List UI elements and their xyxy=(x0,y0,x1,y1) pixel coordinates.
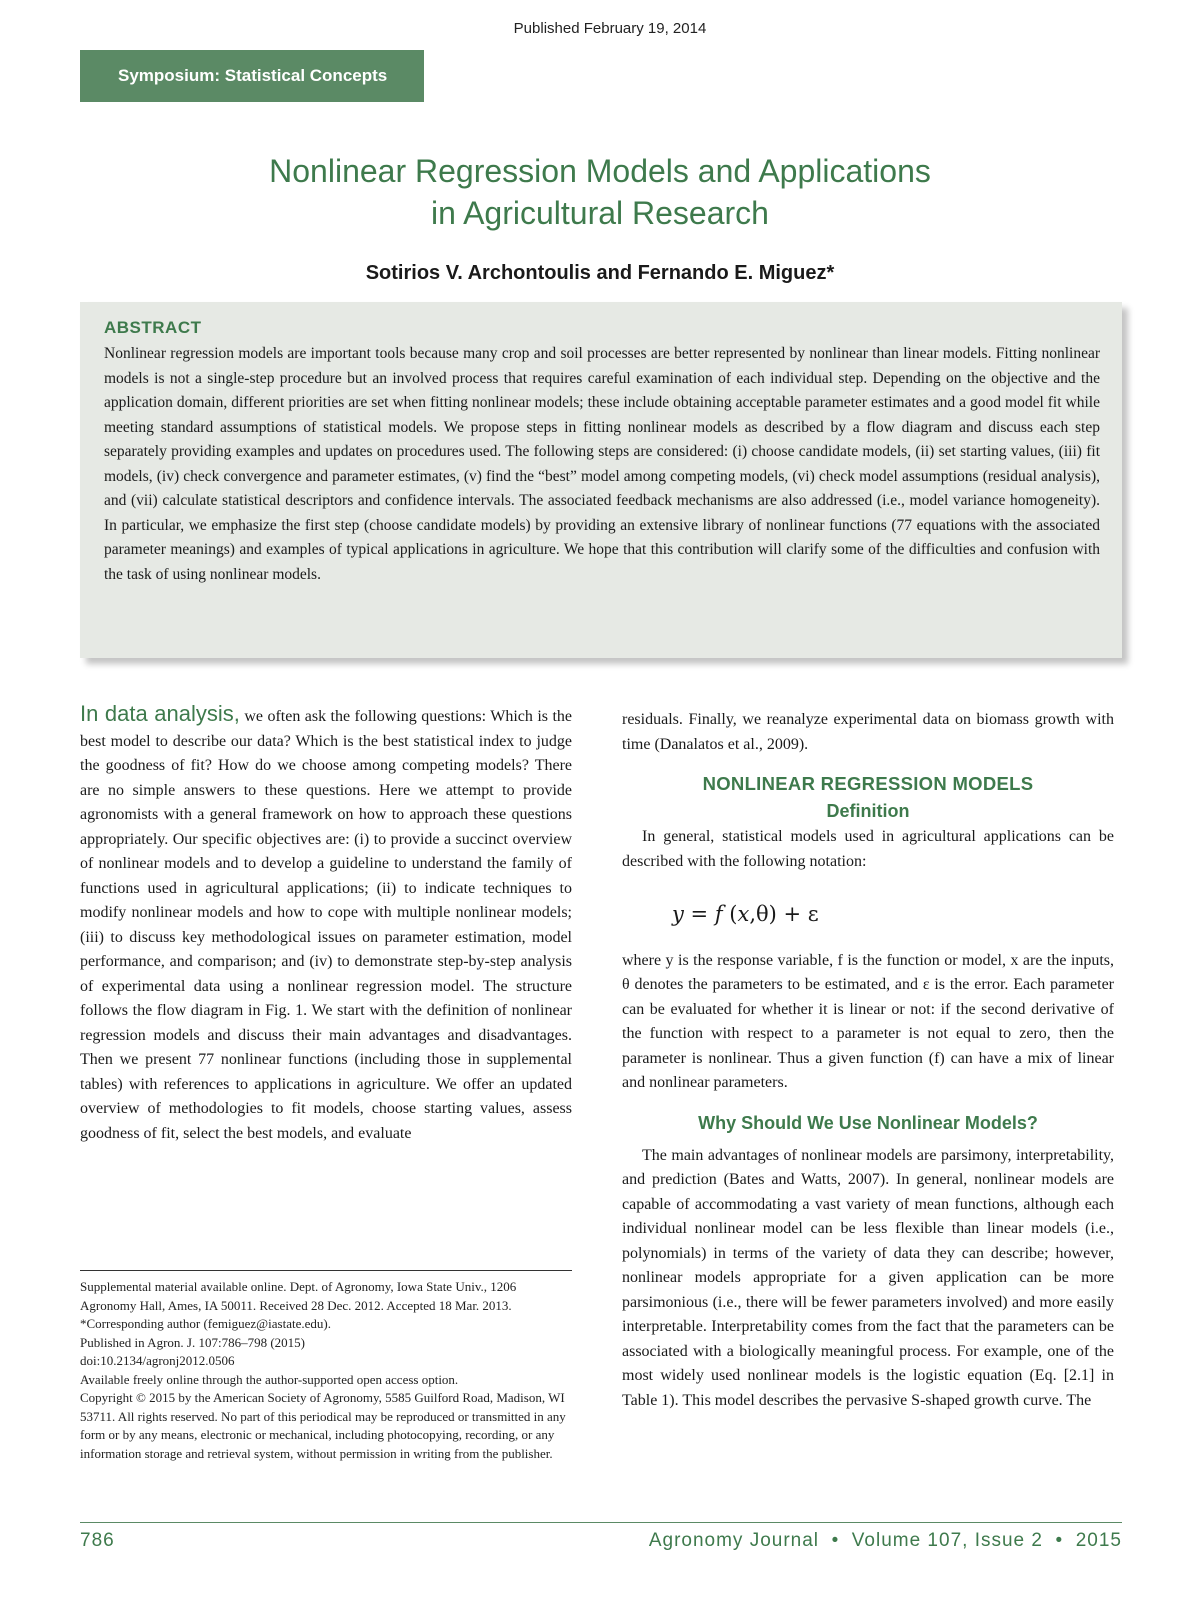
subsection-heading-definition: Definition xyxy=(826,801,910,821)
section-tab: Symposium: Statistical Concepts xyxy=(80,50,424,102)
eq-arg-x: x xyxy=(737,902,750,926)
intro-paragraph xyxy=(80,702,572,1146)
eq-close: ) xyxy=(768,902,777,926)
subsection-heading-why: Why Should We Use Nonlinear Models? xyxy=(698,1112,1038,1133)
paper-title xyxy=(150,150,1050,234)
definition-paragraph: In general, statistical models used in agricultural applications can be described with the following notation: xyxy=(622,828,1114,870)
intro-text: we often ask the following questions: Which is the best model to describe our data? Which is the best statistical index to judge the goodness of fit? How do we choose among competing models? There are no simple answers to these questions. Here we attempt to provide agronomists with a general framework on how to approach these questions appropriately. Our specific objectives are: (i) to provide a succinct overview of nonlinear models and to develop a guideline to understand the family of functions used in agricultural applications; (ii) to indicate techniques to modify nonlinear models and how to cope with multiple nonlinear models; (iii) to discuss key methodological issues on parameter estimation, model performance, and comparison; and (iv) to demonstrate step-by-step analysis of experimental data using a nonlinear regression model. The structure follows the flow diagram in Fig. 1. We start with the definition of nonlinear regression models and discuss their main advantages and disadvantages. Then we present 77 nonlinear functions (including those in supplemental tables) with references to applications in agriculture. We offer an updated overview of methodologies to fit models, choose starting values, assess goodness of fit, select the best models, and evaluate xyxy=(80,708,573,1142)
title-line-1: Nonlinear Regression Models and Applications xyxy=(269,153,931,189)
footnote-copyright: Copyright © 2015 by the American Society of Agronomy, 5585 Guilford Road, Madison, WI 53711. All rights reserved. No part of this periodical may be reproduced or transmitted in any form or by any means, electronic or mechanical, including photocopying, recording, or any information storage and retrieval system, without permission in writing from the publisher. xyxy=(80,1390,566,1461)
eq-equals: = xyxy=(683,902,715,926)
footnote-published-in: Published in Agron. J. 107:786–798 (2015) xyxy=(80,1334,305,1350)
where-paragraph: where y is the response variable, f is the function or model, x are the inputs, θ denotes the parameters to be estimated, and ε is the error. Each parameter can be evaluated for whether it is linear or not: if the second derivative of the function with respect to a parameter is not equal to zero, then the parameter is nonlinear. Thus a given function (f) can have a mix of linear and nonlinear parameters. xyxy=(622,951,1114,1091)
journal-info: Agronomy Journal • Volume 107, Issue 2 • 2015 xyxy=(648,1530,1122,1551)
footer-divider xyxy=(80,1522,1122,1523)
page-number: 786 xyxy=(80,1530,115,1551)
eq-open: ( xyxy=(722,902,738,926)
footnotes xyxy=(80,1278,572,1463)
section-heading: NONLINEAR REGRESSION MODELS xyxy=(702,773,1034,794)
equation xyxy=(622,874,1114,949)
abstract-box xyxy=(80,302,1122,658)
footnote-divider xyxy=(80,1270,572,1271)
abstract-text: Nonlinear regression models are important tools because many crop and soil processes are better represented by nonlinear than linear models. Fitting nonlinear models is not a single-step procedure but an involved process that requires careful examination of each individual step. Depending on the objective and the application domain, different priorities are set when fitting nonlinear models; these include obtaining acceptable parameter estimates and a good model fit while meeting standard assumptions of statistical models. We propose steps in fitting nonlinear models as described by a flow diagram and discuss each step separately providing examples and updates on procedures used. The following steps are considered: (i) choose candidate models, (ii) set starting values, (iii) fit models, (iv) check convergence and parameter estimates, (v) find the “best” model among competing models, (vi) check model assumptions (residual analysis), and (vii) calculate statistical descriptors and confidence intervals. The associated feedback mechanisms are also addressed (i.e., model variance homogeneity). In particular, we emphasize the first step (choose candidate models) by providing an extensive library of nonlinear functions (77 equations with the associated parameter meanings) and examples of typical applications in agriculture. We hope that this contribution will clarify some of the difficulties and confusion with the task of using nonlinear models. xyxy=(104,345,1100,583)
why-paragraph: The main advantages of nonlinear models are parsimony, interpretability, and prediction (Bates and Watts, 2007). In general, nonlinear models are capable of accommodating a vast variety of mean functions, although each individual nonlinear model can be less flexible than linear models (i.e., polynomials) in terms of the variety of data they can describe; however, nonlinear models appropriate for a given application can be more parsimonious (i.e., there will be fewer parameters involved) and more easily interpretable. Interpretability comes from the fact that the parameters can be associated with a biologically meaningful process. For example, one of the most widely used nonlinear models is the logistic equation (Eq. [2.1] in Table 1). This model describes the pervasive S-shaped growth curve. The xyxy=(622,1146,1114,1409)
published-date: Published February 19, 2014 xyxy=(513,20,707,37)
abstract-heading: ABSTRACT xyxy=(104,318,202,337)
eq-error: + ε xyxy=(776,902,819,926)
continuation-paragraph: residuals. Finally, we reanalyze experimental data on biomass growth with time (Danalatos et al., 2009). xyxy=(622,711,1114,753)
eq-func: f xyxy=(714,902,723,926)
right-column xyxy=(622,708,1114,1413)
eq-arg-theta: ,θ xyxy=(749,902,769,926)
eq-lhs: y xyxy=(672,902,684,926)
footnote-supplemental: Supplemental material available online. Dept. of Agronomy, Iowa State Univ., 1206 Agronomy Hall, Ames, IA 50011. Received 28 Dec. 2012. Accepted 18 Mar. 2013. *Corresponding author (femiguez@iastate.edu). xyxy=(80,1279,517,1331)
lead-in: In data analysis, xyxy=(80,701,240,726)
title-line-2: in Agricultural Research xyxy=(431,195,769,231)
left-column xyxy=(80,702,572,1146)
authors: Sotirios V. Archontoulis and Fernando E. Miguez* xyxy=(365,262,835,284)
footnote-open-access: Available freely online through the author-supported open access option. xyxy=(80,1371,459,1387)
footnote-doi: doi:10.2134/agronj2012.0506 xyxy=(80,1353,235,1368)
